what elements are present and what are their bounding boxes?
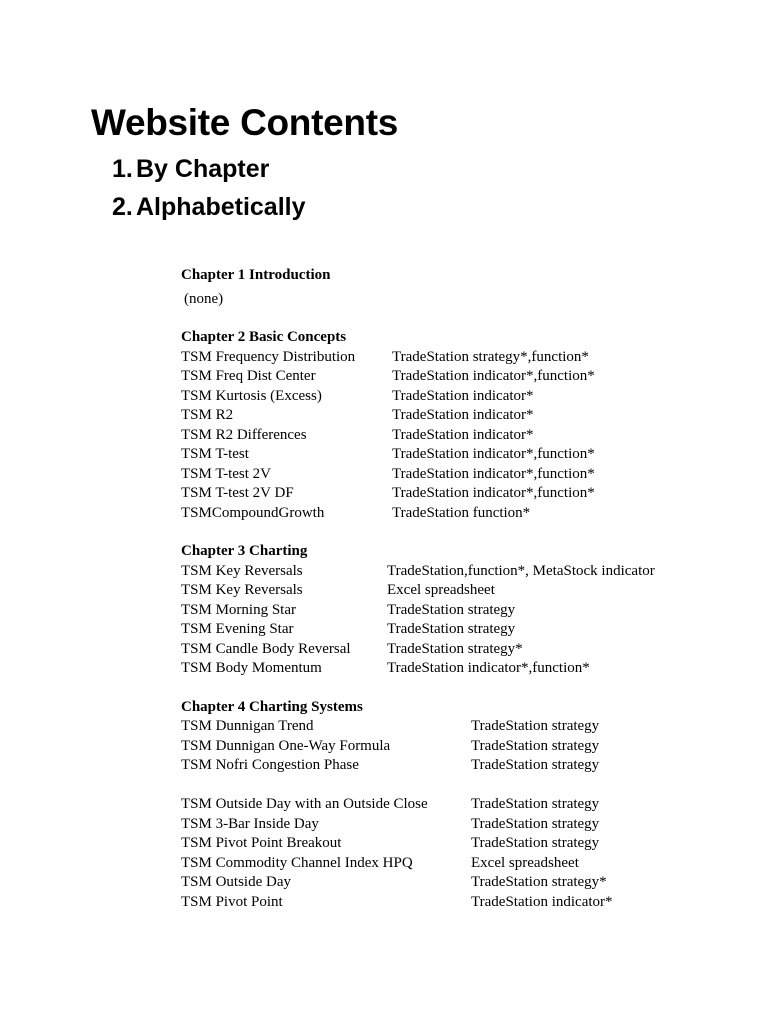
chapter-heading: Chapter 2 Basic Concepts (181, 329, 347, 345)
resource-type: TradeStation strategy (471, 835, 600, 851)
page-title: Website Contents (91, 102, 398, 143)
resource-row (181, 406, 741, 426)
chapter-section (181, 328, 741, 523)
resource-name: TSM Evening Star (181, 621, 294, 637)
nav-item-by-chapter[interactable] (112, 150, 306, 188)
resource-type: TradeStation indicator* (471, 893, 613, 910)
nav-item-number: 1. (112, 155, 133, 183)
by-chapter-link[interactable]: By Chapter (136, 155, 270, 183)
resource-row (181, 717, 741, 737)
chapter-section (181, 698, 741, 913)
chapter-section (181, 542, 741, 679)
resource-type: TradeStation indicator*,function* (392, 446, 595, 462)
resource-row (181, 815, 741, 835)
resource-type: TradeStation indicator*,function* (392, 465, 595, 482)
group-spacer (181, 776, 741, 796)
resource-type: TradeStation,function*, MetaStock indicator (387, 562, 655, 579)
resource-row (181, 795, 741, 815)
resource-type: Excel spreadsheet (471, 854, 579, 871)
resource-type: TradeStation indicator* (392, 387, 534, 404)
resource-name: TSM T-test 2V (181, 465, 272, 482)
resource-row (181, 737, 741, 757)
resource-row (181, 426, 741, 446)
resource-type: TradeStation indicator*,function* (392, 368, 595, 384)
resource-type: Excel spreadsheet (387, 582, 495, 598)
resource-name: TSM Frequency Distribution (181, 348, 356, 365)
resource-row (181, 640, 741, 660)
resource-name: TSM Candle Body Reversal (181, 640, 351, 657)
resource-row (181, 484, 741, 504)
resource-row (181, 445, 741, 465)
resource-row (181, 756, 741, 776)
resource-name: TSMCompoundGrowth (181, 504, 325, 521)
resource-name: TSM Nofri Congestion Phase (181, 757, 359, 773)
chapter-heading: Chapter 3 Charting (181, 543, 308, 559)
resource-row (181, 504, 741, 524)
resource-name: TSM Freq Dist Center (181, 368, 316, 384)
resource-type: TradeStation strategy (471, 796, 600, 812)
resource-row (181, 854, 741, 874)
resource-name: TSM Body Momentum (181, 660, 322, 676)
resource-type: TradeStation strategy (471, 757, 600, 773)
resource-row (181, 367, 741, 387)
resource-name: TSM Dunnigan One-Way Formula (181, 737, 391, 754)
resource-row (181, 601, 741, 621)
nav-item-alphabetically[interactable] (112, 188, 306, 226)
resource-name: TSM Kurtosis (Excess) (181, 387, 322, 404)
contents-nav (112, 150, 306, 226)
resource-name: TSM Dunnigan Trend (181, 718, 314, 734)
resource-row (181, 387, 741, 407)
resource-type: TradeStation function* (392, 504, 531, 521)
resource-type: TradeStation strategy* (471, 874, 607, 890)
resource-type: TradeStation strategy (387, 601, 516, 618)
resource-type: TradeStation strategy (471, 737, 600, 754)
resource-row (181, 581, 741, 601)
resource-type: TradeStation indicator* (392, 407, 534, 423)
resource-name: TSM Pivot Point Breakout (181, 835, 342, 851)
resource-row (181, 620, 741, 640)
chapter-section (181, 266, 741, 309)
resource-name: TSM Morning Star (181, 601, 297, 618)
resource-name: TSM Key Reversals (181, 562, 303, 579)
resource-type: TradeStation strategy (387, 621, 516, 637)
resource-row (181, 659, 741, 679)
alphabetically-link[interactable]: Alphabetically (136, 193, 306, 221)
chapter-heading: Chapter 4 Charting Systems (181, 698, 363, 715)
resource-type: TradeStation strategy* (387, 640, 523, 657)
resource-type: TradeStation strategy (471, 718, 600, 734)
resource-row (181, 834, 741, 854)
resource-type: TradeStation strategy*,function* (392, 348, 589, 365)
resource-name: TSM T-test 2V DF (181, 485, 294, 501)
resource-row (181, 465, 741, 485)
chapter-contents (181, 266, 741, 931)
chapter-heading: Chapter 1 Introduction (181, 267, 331, 283)
resource-type: TradeStation strategy (471, 815, 600, 832)
resource-type: TradeStation indicator* (392, 426, 534, 443)
resource-name: TSM Outside Day with an Outside Close (181, 796, 428, 812)
resource-name: TSM T-test (181, 446, 249, 462)
resource-name: TSM Commodity Channel Index HPQ (181, 854, 413, 871)
resource-name: TSM R2 Differences (181, 426, 307, 443)
resource-name: TSM Outside Day (181, 874, 291, 890)
resource-name: TSM R2 (181, 407, 234, 423)
nav-item-number: 2. (112, 193, 133, 221)
resource-name: TSM Key Reversals (181, 582, 303, 598)
resource-row (181, 893, 741, 913)
resource-type: TradeStation indicator*,function* (392, 485, 595, 501)
resource-name: TSM 3-Bar Inside Day (181, 815, 319, 832)
resource-row (181, 348, 741, 368)
resource-row (181, 562, 741, 582)
resource-type: TradeStation indicator*,function* (387, 660, 590, 676)
chapter-note: (none) (184, 290, 224, 307)
resource-row (181, 873, 741, 893)
resource-name: TSM Pivot Point (181, 893, 283, 910)
